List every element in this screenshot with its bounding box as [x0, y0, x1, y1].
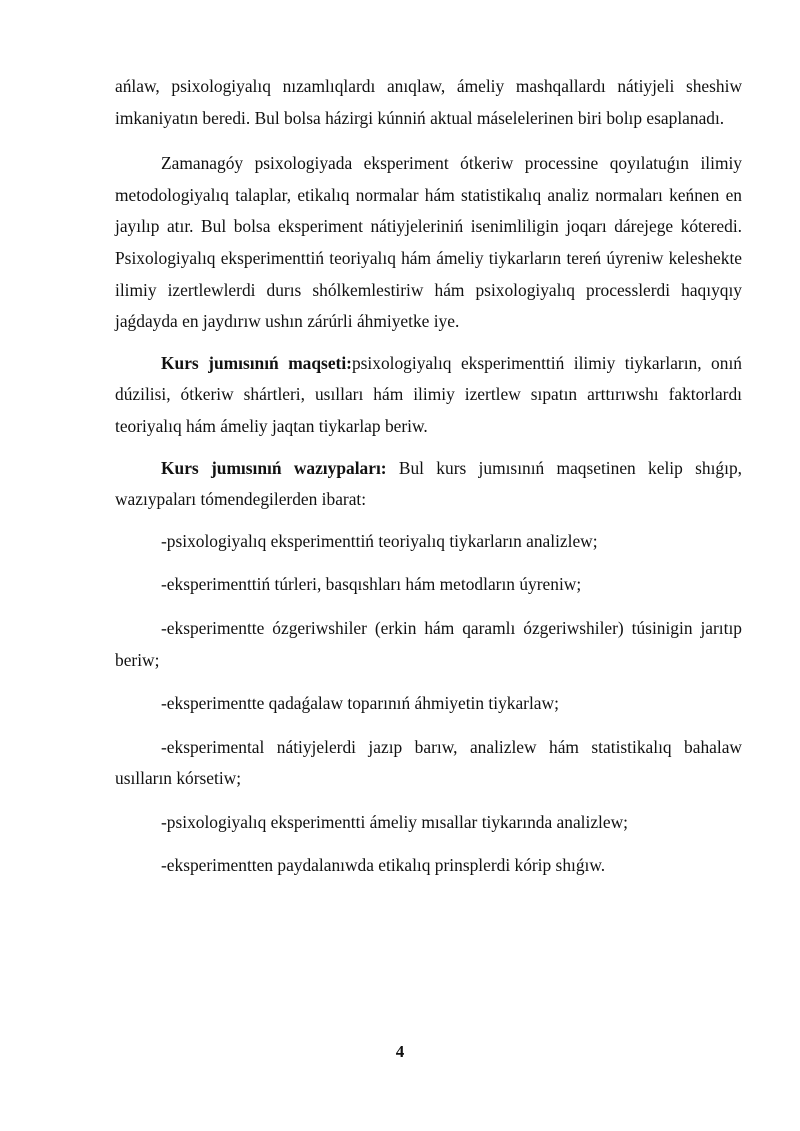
- paragraph-text: ańlaw, psixologiyalıq nızamlıqlardı anıqlaw, ámeliy mashqallardı nátiyjeli sheshiw imkaniyatın beredi. Bul bolsa házirgi kúnniń aktual máselelerinen biri bolıp esaplanadı.: [115, 76, 742, 128]
- paragraph-course-goal: [115, 348, 742, 443]
- list-item: [115, 850, 742, 882]
- paragraph-text: Zamanagóy psixologiyada eksperiment ótkeriw processine qoyılatuǵın ilimiy metodologiyalıq talaplar, etikalıq normalar hám statistikalıq analiz normaları keńnen en jayılıp atır. Bul bolsa eksperiment nátiyjeleriniń isenimliligin joqarı dárejege kóteredi. Psixologiyalıq eksperimenttiń teoriyalıq hám ámeliy tiykarların tereń úyreniw keleshekte ilimiy izertlewlerdi durıs shólkemlestiriw hám psixologiyalıq processlerdi haqıyqıy jaǵdayda en jaydırıw ushın zárúrli áhmiyetke iye.: [115, 153, 742, 332]
- paragraph-intro-continuation: [115, 71, 742, 134]
- list-item: [115, 526, 742, 558]
- list-item-text: -eksperimentte qadaǵalaw toparınıń áhmiyetin tiykarlaw;: [161, 693, 559, 714]
- paragraph-text: psixologiyalıq eksperimenttiń ilimiy tiykarların, onıń dúzilisi, ótkeriw shártleri, usılları hám ilimiy izertlew sıpatın arttırıwshı faktorlardı teoriyalıq hám ámeliy jaqtan tiykarlap beriw.: [115, 352, 742, 436]
- page-number: 4: [395, 1042, 405, 1061]
- list-item-text: -eksperimental nátiyjelerdi jazıp barıw, analizlew hám statistikalıq bahalaw usılların kórsetiw;: [115, 736, 742, 789]
- list-item-text: -eksperimenttiń túrleri, basqıshları hám metodların úyreniw;: [161, 574, 582, 595]
- list-item-text: -psixologiyalıq eksperimentti ámeliy mısallar tiykarında analizlew;: [161, 811, 628, 832]
- paragraph-course-tasks: [115, 453, 742, 516]
- list-item: [115, 688, 742, 720]
- list-item: [115, 807, 742, 839]
- paragraph-text: Bul kurs jumısınıń maqsetinen kelip shıǵıp, wazıypaları tómendegilerden ibarat:: [115, 457, 742, 510]
- list-item: [115, 613, 742, 676]
- list-item: [115, 732, 742, 795]
- course-goal-heading: Kurs jumısınıń maqseti:: [161, 352, 352, 373]
- list-item-text: -eksperimentte ózgeriwshiler (erkin hám qaramlı ózgeriwshiler) túsinigin jarıtıp beriw;: [115, 617, 742, 670]
- list-item-text: -eksperimentten paydalanıwda etikalıq prinsplerdi kórip shıǵıw.: [161, 855, 606, 876]
- paragraph-modern-psychology: [115, 148, 742, 338]
- document-page: [115, 71, 742, 894]
- course-tasks-heading: Kurs jumısınıń wazıypaları:: [161, 457, 387, 478]
- list-item: [115, 569, 742, 601]
- list-item-text: -psixologiyalıq eksperimenttiń teoriyalıq tiykarların analizlew;: [161, 530, 598, 551]
